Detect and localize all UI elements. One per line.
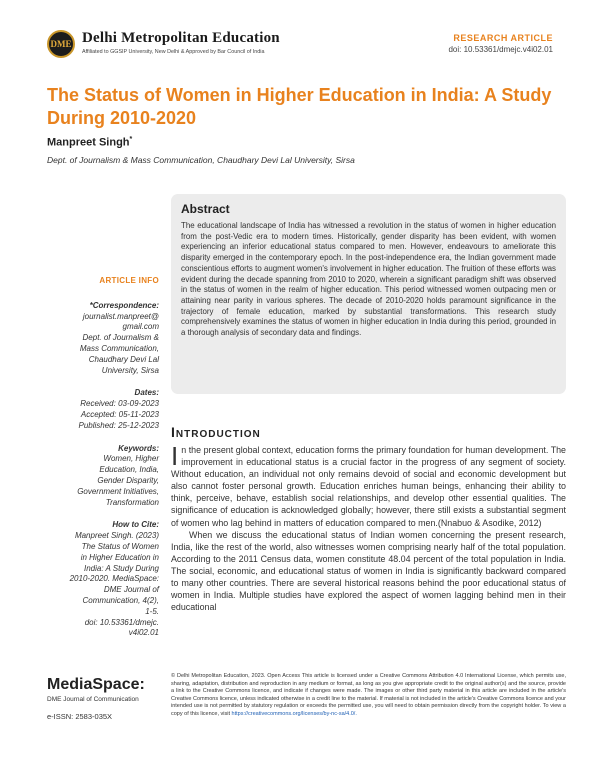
- author-affiliation: Dept. of Journalism & Mass Communication, Chaudhary Devi Lal University, Sirsa: [47, 155, 355, 165]
- abstract-box: [171, 194, 566, 394]
- license-notice: [171, 673, 566, 719]
- license-text: © Delhi Metropolitan Education, 2023. Open Access This article is licensed under a Creative Commons Attribution 4.0 International License, which permits use, sharing, adaptation, distribution and reproduction in any medium or format, as long as you give appropriate credit to the original author(s) and the source, provide a link to the Creative Commons licence, and indicate if changes were made. The images or other third party material in this article are included in the article's Creative Commons licence, unless indicated otherwise in a credit line to the material. If material is not included in the article's Creative Commons licence and your intended use is not permitted by statutory regulation or exceeds the permitted use, you will need to obtain permission directly from the copyright holder. To view a copy of this licence, visit: [171, 673, 566, 717]
- abstract-text: The educational landscape of India has witnessed a revolution in the status of women in higher education from the post-Vedic era to modern times. Historically, gender disparity has been evident, with women experiencing an inferior educational status compared to men. However, endeavours to ameliorate this disparity emerged in the contemporary epoch. In the post-independence era, the Indian government made conscientious efforts to augment women's involvement in higher education. The fruition of these efforts was evident during the decade spanning from 2010 to 2020, wherein a significant paradigm shift was observed in the status of women in the realm of higher education. This period witnessed women outpacing men or attaining near parity in various spheres. The decade of 2010-2020 holds paramount significance in the trajectory of female education, marked by substantial transformations. This research study comprehensively examines the status of women in higher education in India during this period, grounded in a thorough analysis of secondary data and findings.: [181, 221, 556, 338]
- correspondence-label: *Correspondence:: [89, 300, 159, 310]
- keywords-label: Keywords:: [118, 443, 159, 453]
- article-info-heading: ARTICLE INFO: [99, 276, 159, 285]
- journal-logo-badge: DME: [47, 30, 75, 58]
- article-info-column: [40, 276, 159, 639]
- author-mark: *: [129, 136, 133, 143]
- mediaspace-subtitle: DME Journal of Communication: [47, 696, 139, 703]
- accepted-date: Accepted: 05-11-2023: [80, 409, 159, 419]
- cite-line: doi: 10.53361/dmejc.: [84, 617, 159, 627]
- correspondence-line: journalist.manpreet@: [82, 311, 159, 321]
- introduction-body: [171, 441, 566, 613]
- paper-title: The Status of Women in Higher Education in India: A Study During 2010-2020: [47, 85, 552, 128]
- introduction-heading: Introduction: [171, 424, 261, 440]
- article-type-label: RESEARCH ARTICLE: [453, 33, 553, 43]
- issn: e-ISSN: 2583-035X: [47, 712, 113, 721]
- cite-line: The Status of Women: [81, 541, 159, 551]
- correspondence-line: Chaudhary Devi Lal: [88, 354, 159, 364]
- cite-line: India: A Study During: [83, 563, 159, 573]
- intro-paragraph-1-text: n the present global context, education forms the primary foundation for human development. The improvement in educational status is a crucial factor in the progress of any segment of society. Without education, an individual not only remains devoid of social and economic development but also cannot foster personal growth. Education enriches human beings, enhancing their ability to think, perceive, behave, establish social relationships, and develop other essential qualities. The significance of education is acknowledged globally; however, there still exists a substantial segment of women who lag behind in matters of education compared to men.(Nnabuo & Asodike, 2012): [171, 445, 566, 528]
- author-name: [47, 136, 132, 149]
- author-name-text: Manpreet Singh: [47, 136, 130, 149]
- abstract-heading: Abstract: [181, 202, 230, 216]
- correspondence-line: gmail.com: [122, 322, 159, 332]
- header-doi: doi: 10.53361/dmejc.v4i02.01: [448, 45, 553, 54]
- cite-line: in Higher Education in: [80, 552, 159, 562]
- cite-line: 1-5.: [145, 606, 159, 616]
- keywords-line: Gender Disparity,: [97, 475, 159, 485]
- dates-label: Dates:: [134, 388, 159, 398]
- correspondence-line: Mass Communication,: [79, 343, 159, 353]
- received-date: Received: 03-09-2023: [80, 399, 159, 409]
- keywords-line: Women, Higher: [103, 454, 159, 464]
- published-date: Published: 25-12-2023: [78, 420, 159, 430]
- journal-name: Delhi Metropolitan Education: [82, 30, 280, 46]
- keywords-line: Government Initiatives,: [77, 486, 159, 496]
- cite-line: Manpreet Singh. (2023): [74, 531, 159, 541]
- drop-cap: I: [171, 441, 179, 471]
- intro-paragraph-2: When we discuss the educational status of Indian women concerning the present research, India, like the rest of the world, also witnesses women comprising nearly half of the total population. According to the 2011 Census data, women constitute 48.04 percent of the total population in India. The social, economic, and educational status of women in India is significantly backward compared to many other countries. There are several historical reasons behind the poor educational status of women in India. Multiple studies have explored the aspect of women lagging behind men in their educational: [171, 529, 566, 613]
- journal-affiliation: Affiliated to GGSIP University, New Delhi & Approved by Bar Council of India: [82, 49, 265, 55]
- cite-line: v4i02.01: [128, 628, 159, 638]
- cite-line: DME Journal of: [103, 585, 159, 595]
- cite-label: How to Cite:: [112, 520, 159, 530]
- cite-line: 2010-2020. MediaSpace:: [69, 574, 159, 584]
- mediaspace-logo: MediaSpace:: [47, 676, 145, 693]
- keywords-line: Education, India,: [99, 465, 159, 475]
- cite-line: Communication, 4(2),: [82, 595, 159, 605]
- intro-paragraph-1: [171, 441, 566, 529]
- license-link[interactable]: https://creativecommons.org/licenses/by-nc-sa/4.0/.: [231, 710, 357, 717]
- keywords-line: Transformation: [105, 497, 159, 507]
- correspondence-line: Dept. of Journalism &: [82, 333, 159, 343]
- correspondence-line: University, Sirsa: [101, 365, 159, 375]
